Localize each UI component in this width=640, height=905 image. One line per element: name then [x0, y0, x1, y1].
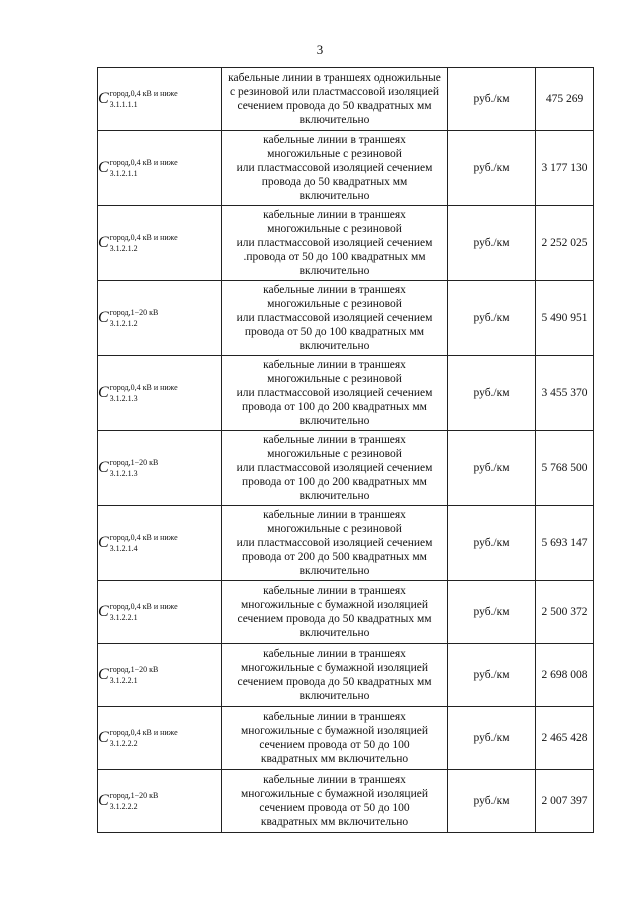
description-line: кабельные линии в траншеях [263, 585, 406, 597]
description-line: .провода от 50 до 100 квадратных мм [243, 251, 426, 263]
rate-scripts [110, 791, 159, 811]
description-line: кабельные линии в траншеях [263, 284, 406, 296]
table-row [98, 770, 594, 833]
rate-superscript: город,0,4 кВ и ниже [109, 158, 178, 167]
rates-table-body [98, 68, 594, 833]
description-line: кабельные линии в траншеях [263, 774, 406, 786]
table-row [98, 431, 594, 506]
rate-scripts [110, 89, 178, 109]
description-line: многожильные с бумажной изоляцией [240, 599, 428, 611]
rate-scripts [110, 728, 178, 748]
rate-code-cell [98, 131, 222, 206]
description-cell [222, 770, 448, 833]
table-row [98, 506, 594, 581]
description-cell [222, 707, 448, 770]
rate-formula [98, 533, 178, 553]
unit-cell: руб./км [448, 707, 536, 770]
description-line: включительно [299, 490, 370, 502]
rate-superscript: город,1−20 кВ [109, 458, 159, 467]
rate-scripts [110, 383, 178, 403]
rate-scripts [110, 458, 159, 478]
unit-cell: руб./км [448, 281, 536, 356]
rate-code-cell [98, 431, 222, 506]
rate-scripts [110, 602, 178, 622]
rate-code-cell [98, 707, 222, 770]
rate-formula [98, 308, 158, 328]
rate-formula [98, 791, 158, 811]
rate-symbol: C [98, 384, 109, 401]
description-line: включительно [299, 690, 370, 702]
description-line: или пластмассовой изоляцией сечением [236, 312, 433, 324]
rate-subscript: 3.1.2.2.1 [109, 613, 138, 622]
value-cell: 3 455 370 [536, 356, 594, 431]
description-line: включительно [299, 190, 370, 202]
rate-subscript: 3.1.2.1.4 [109, 544, 138, 553]
value-cell: 5 693 147 [536, 506, 594, 581]
rate-subscript: 3.1.2.1.2 [109, 319, 138, 328]
rate-symbol: C [98, 234, 109, 251]
description-line: включительно [299, 340, 370, 352]
table-row [98, 356, 594, 431]
description-line: многожильные с резиновой [267, 448, 402, 460]
description-line: провода от 50 до 100 квадратных мм [244, 326, 425, 338]
description-line: сечением провода до 50 квадратных мм [237, 676, 432, 688]
description-line: многожильные с резиновой [267, 148, 402, 160]
value-cell: 2 698 008 [536, 644, 594, 707]
description-cell [222, 506, 448, 581]
rate-scripts [110, 233, 178, 253]
description-line: включительно [299, 114, 370, 126]
value-cell: 5 768 500 [536, 431, 594, 506]
value-cell: 475 269 [536, 68, 594, 131]
rate-scripts [110, 308, 159, 328]
rate-formula [98, 458, 158, 478]
table-row [98, 644, 594, 707]
description-line: или пластмассовой изоляцией сечением [236, 237, 433, 249]
description-line: квадратных мм включительно [260, 753, 409, 765]
description-line: или пластмассовой изоляцией сечением [236, 462, 433, 474]
unit-cell: руб./км [448, 431, 536, 506]
rate-formula [98, 602, 178, 622]
rate-symbol: C [98, 792, 109, 809]
description-cell [222, 281, 448, 356]
rate-superscript: город,0,4 кВ и ниже [109, 383, 178, 392]
rate-scripts [110, 665, 159, 685]
description-line: провода от 100 до 200 квадратных мм [242, 476, 427, 488]
rate-symbol: C [98, 603, 109, 620]
description-line: многожильные с резиновой [267, 523, 402, 535]
description-line: включительно [299, 627, 370, 639]
description-line: многожильные с бумажной изоляцией [240, 725, 428, 737]
description-line: многожильные с бумажной изоляцией [240, 662, 428, 674]
description-line: кабельные линии в траншеях [263, 509, 406, 521]
description-cell [222, 431, 448, 506]
description-line: кабельные линии в траншеях [263, 134, 406, 146]
description-line: кабельные линии в траншеях [263, 209, 406, 221]
rate-symbol: C [98, 159, 109, 176]
rate-formula [98, 728, 178, 748]
rate-subscript: 3.1.2.1.3 [109, 394, 138, 403]
rate-subscript: 3.1.2.1.2 [109, 244, 138, 253]
rate-symbol: C [98, 309, 109, 326]
rate-code-cell [98, 206, 222, 281]
description-line: сечением провода от 50 до 100 [259, 802, 410, 814]
unit-cell: руб./км [448, 131, 536, 206]
rate-superscript: город,1−20 кВ [109, 791, 159, 800]
description-line: провода до 50 квадратных мм [261, 176, 408, 188]
description-line: сечением провода до 50 квадратных мм [237, 613, 432, 625]
rate-formula [98, 89, 178, 109]
rate-code-cell [98, 644, 222, 707]
rate-symbol: C [98, 666, 109, 683]
description-line: или пластмассовой изоляцией сечением [236, 537, 433, 549]
description-line: включительно [299, 565, 370, 577]
description-line: или пластмассовой изоляцией сечением [236, 162, 433, 174]
value-cell: 5 490 951 [536, 281, 594, 356]
table-row [98, 68, 594, 131]
rate-symbol: C [98, 90, 109, 107]
rate-scripts [110, 533, 178, 553]
rate-subscript: 3.1.2.2.1 [109, 676, 138, 685]
description-line: многожильные с бумажной изоляцией [240, 788, 428, 800]
page-number: 3 [316, 42, 324, 57]
rate-subscript: 3.1.1.1.1 [109, 100, 138, 109]
rate-code-cell [98, 770, 222, 833]
table-row [98, 281, 594, 356]
description-line: кабельные линии в траншеях одножильные [228, 72, 441, 84]
description-cell [222, 581, 448, 644]
unit-cell: руб./км [448, 770, 536, 833]
description-line: кабельные линии в траншеях [263, 711, 406, 723]
table-row [98, 581, 594, 644]
description-line: кабельные линии в траншеях [263, 648, 406, 660]
description-cell [222, 68, 448, 131]
description-line: с резиновой или пластмассовой изоляцией [230, 86, 439, 98]
rate-formula [98, 383, 178, 403]
rate-superscript: город,0,4 кВ и ниже [109, 233, 178, 242]
rate-subscript: 3.1.2.1.3 [109, 469, 138, 478]
description-line: сечением провода от 50 до 100 [259, 739, 410, 751]
rate-code-cell [98, 356, 222, 431]
rate-superscript: город,0,4 кВ и ниже [109, 533, 178, 542]
rate-symbol: C [98, 459, 109, 476]
description-cell [222, 206, 448, 281]
rate-subscript: 3.1.2.2.2 [109, 739, 138, 748]
unit-cell: руб./км [448, 581, 536, 644]
description-line: кабельные линии в траншеях [263, 434, 406, 446]
table-row [98, 707, 594, 770]
unit-cell: руб./км [448, 356, 536, 431]
description-line: или пластмассовой изоляцией сечением [236, 387, 433, 399]
description-cell [222, 644, 448, 707]
rate-formula [98, 158, 178, 178]
rate-subscript: 3.1.2.2.2 [109, 802, 138, 811]
description-line: включительно [299, 415, 370, 427]
rate-code-cell [98, 581, 222, 644]
unit-cell: руб./км [448, 68, 536, 131]
rate-symbol: C [98, 534, 109, 551]
description-cell [222, 131, 448, 206]
description-line: провода от 200 до 500 квадратных мм [242, 551, 427, 563]
table-row [98, 131, 594, 206]
rate-superscript: город,0,4 кВ и ниже [109, 728, 178, 737]
rate-scripts [110, 158, 178, 178]
rate-superscript: город,1−20 кВ [109, 665, 159, 674]
rate-superscript: город,0,4 кВ и ниже [109, 89, 178, 98]
description-line: кабельные линии в траншеях [263, 359, 406, 371]
table-row [98, 206, 594, 281]
description-line: включительно [299, 265, 370, 277]
description-line: многожильные с резиновой [267, 223, 402, 235]
value-cell: 2 007 397 [536, 770, 594, 833]
unit-cell: руб./км [448, 206, 536, 281]
rate-code-cell [98, 68, 222, 131]
rate-subscript: 3.1.2.1.1 [109, 169, 138, 178]
description-line: провода от 100 до 200 квадратных мм [242, 401, 427, 413]
description-line: квадратных мм включительно [260, 816, 409, 828]
value-cell: 3 177 130 [536, 131, 594, 206]
rate-formula [98, 665, 158, 685]
description-cell [222, 356, 448, 431]
unit-cell: руб./км [448, 644, 536, 707]
rate-formula [98, 233, 178, 253]
unit-cell: руб./км [448, 506, 536, 581]
description-line: сечением провода до 50 квадратных мм [237, 100, 432, 112]
value-cell: 2 465 428 [536, 707, 594, 770]
rate-superscript: город,1−20 кВ [109, 308, 159, 317]
description-line: многожильные с резиновой [267, 298, 402, 310]
value-cell: 2 252 025 [536, 206, 594, 281]
description-line: многожильные с резиновой [267, 373, 402, 385]
rate-superscript: город,0,4 кВ и ниже [109, 602, 178, 611]
rate-code-cell [98, 281, 222, 356]
rate-code-cell [98, 506, 222, 581]
rate-symbol: C [98, 729, 109, 746]
rates-table [97, 67, 594, 833]
value-cell: 2 500 372 [536, 581, 594, 644]
